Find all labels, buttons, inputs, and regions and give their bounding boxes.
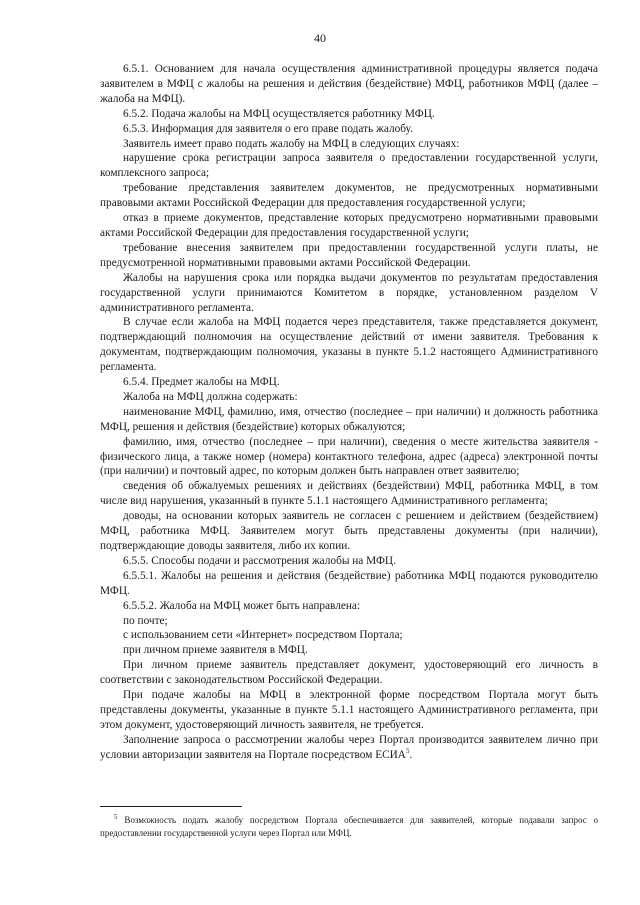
paragraph: 6.5.3. Информация для заявителя о его праве подать жалобу. bbox=[123, 122, 413, 135]
list-item: при личном приеме заявителя в МФЦ. bbox=[123, 644, 308, 657]
paragraph: Жалоба на МФЦ должна содержать: bbox=[123, 390, 298, 403]
section-heading: 6.5.4. Предмет жалобы на МФЦ. bbox=[123, 376, 280, 389]
paragraph: нарушение срока регистрации запроса заявителя о предоставлении государственной услуги, комплексного запроса; bbox=[100, 152, 598, 180]
section-heading: 6.5.5. Способы подачи и рассмотрения жалобы на МФЦ. bbox=[123, 554, 396, 567]
footnote-text: Возможность подать жалобу посредством Портала обеспечивается для заявителей, которые подавали запрос о предоставлении государственной услуги через Портал или МФЦ. bbox=[100, 815, 599, 838]
paragraph: фамилию, имя, отчество (последнее – при наличии), сведения о месте жительства заявителя - физического лица, а также номер (номера) контактного телефона, адрес (адреса) электронной почты (при наличии) и почтовый адрес, по которым должен быть направлен ответ заявителю; bbox=[100, 435, 598, 478]
paragraph: 6.5.1. Основанием для начала осуществления административной процедуры является подача заявителем в МФЦ с жалобы на решения и действия (бездействие) МФЦ, работников МФЦ (далее – жалоба на МФЦ). bbox=[100, 63, 598, 105]
paragraph: При личном приеме заявитель представляет документ, удостоверяющий его личность в соответствии с законодательством Российской Федерации. bbox=[100, 659, 598, 687]
footnote-reference[interactable]: 5 bbox=[405, 746, 410, 755]
paragraph: отказ в приеме документов, представление которых предусмотрено нормативными правовыми актами Российской Федерации для предоставления государственной услуги; bbox=[100, 212, 598, 239]
paragraph: сведения об обжалуемых решениях и действиях (бездействии) МФЦ, работника МФЦ, в том числе вид нарушения, указанный в пункте 5.1.1 настоящего Административного регламента; bbox=[100, 480, 598, 508]
footnote bbox=[100, 814, 598, 840]
paragraph-with-footnote: Заполнение запроса о рассмотрении жалобы через Портал производится заявителем лично при условии авторизации заявителя на Портале посредством ЕСИА$^5$. bbox=[100, 733, 598, 761]
paragraph: 6.5.5.1. Жалобы на решения и действия (бездействие) работника МФЦ подаются руководителю МФЦ. bbox=[100, 569, 598, 597]
paragraph: В случае если жалоба на МФЦ подается через представителя, также представляется документ, подтверждающий полномочия на осуществление действий от имени заявителя. Требования к документам, подтверждающим полномочия, указаны в пункте 5.1.2 настоящего Административного регламента. bbox=[100, 316, 598, 374]
footnote-marker: 5 bbox=[114, 813, 118, 821]
paragraph: 6.5.2. Подача жалобы на МФЦ осуществляется работнику МФЦ. bbox=[123, 107, 435, 120]
page-number: 40 bbox=[314, 31, 326, 45]
document-body bbox=[100, 62, 598, 763]
list-item: по почте; bbox=[123, 614, 168, 627]
paragraph: 6.5.5.2. Жалоба на МФЦ может быть направлена: bbox=[123, 599, 361, 612]
paragraph: требование внесения заявителем при предоставлении государственной услуги платы, не предусмотренной нормативными правовыми актами Российской Федерации. bbox=[100, 241, 598, 269]
paragraph: Заявитель имеет право подать жалобу на МФЦ в следующих случаях: bbox=[123, 137, 460, 150]
list-item: с использованием сети «Интернет» посредством Портала; bbox=[123, 629, 403, 642]
paragraph: доводы, на основании которых заявитель не согласен с решением и действием (бездействием) МФЦ, работника МФЦ. Заявителем могут быть представлены документы (при наличии), подтверждающие доводы заявителя, либо их копии. bbox=[100, 510, 598, 552]
paragraph-text: Заполнение запроса о рассмотрении жалобы через Портал производится заявителем лично при условии авторизации заявителя на Портале посредством ЕСИА bbox=[100, 733, 598, 761]
footnote-separator bbox=[100, 806, 242, 807]
paragraph: Жалобы на нарушения срока или порядка выдачи документов по результатам предоставления государственной услуги принимаются Комитетом в порядке, установленном разделом V административного регламента. bbox=[100, 271, 598, 314]
paragraph: требование представления заявителем документов, не предусмотренных нормативными правовыми актами Российской Федерации для предоставления государственной услуги; bbox=[100, 182, 598, 210]
paragraph: наименование МФЦ, фамилию, имя, отчество (последнее – при наличии) и должность работника МФЦ, решения и действия (бездействие) которых обжалуются; bbox=[100, 405, 598, 433]
paragraph: При подаче жалобы на МФЦ в электронной форме посредством Портала могут быть представлены документы, указанные в пункте 5.1.1 настоящего Административного регламента, при этом документ, удостоверяющий личность заявителя, не требуется. bbox=[100, 689, 598, 731]
